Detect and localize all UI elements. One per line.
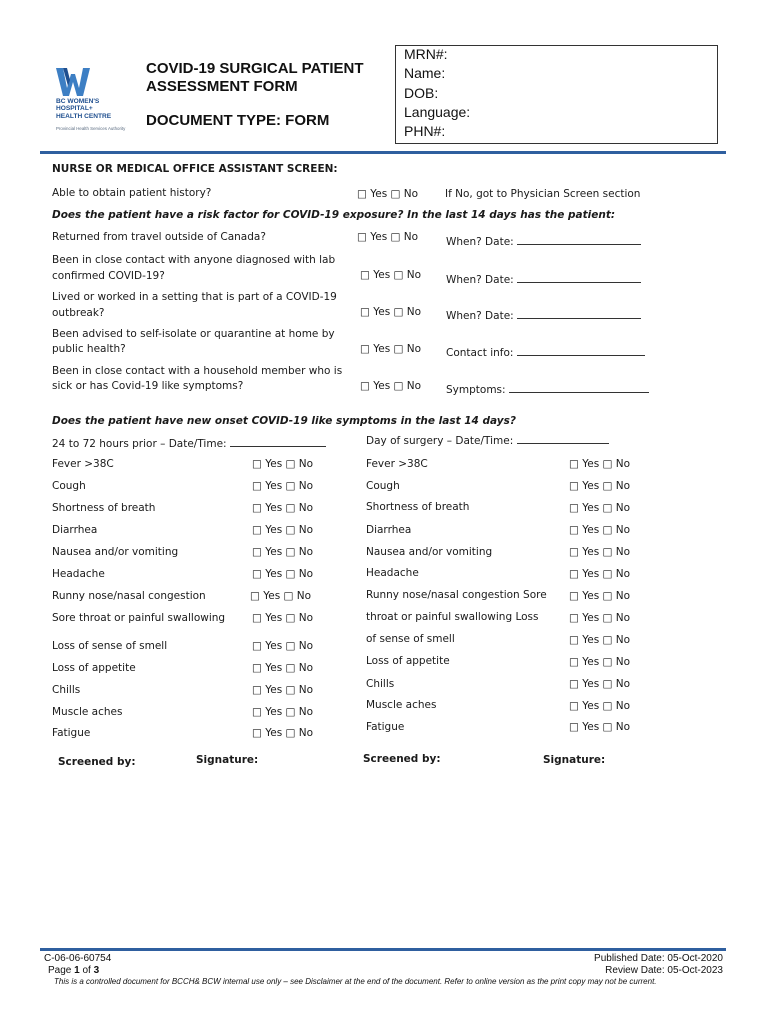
left-symptom-yes-no[interactable]: □ Yes □ No [252, 662, 314, 674]
left-datetime-blank[interactable] [230, 436, 326, 447]
right-symptom-label: of sense of smell [366, 633, 455, 645]
contact-blank[interactable] [517, 345, 645, 356]
risk-yes-no[interactable]: □ Yes □ No [360, 343, 422, 355]
left-symptom-label: Headache [52, 568, 105, 580]
right-datetime-blank[interactable] [517, 433, 609, 444]
right-signature[interactable]: Signature: [543, 754, 606, 766]
form-title-line-2: ASSESSMENT FORM [146, 78, 298, 95]
left-column-header [52, 436, 326, 450]
left-symptom-label: Shortness of breath [52, 502, 156, 514]
right-symptom-yes-no[interactable]: □ Yes □ No [569, 458, 631, 470]
dob-field[interactable]: DOB: [404, 85, 439, 101]
page-prefix: Page [48, 965, 75, 976]
right-symptom-yes-no[interactable]: □ Yes □ No [569, 656, 631, 668]
right-symptom-label: Cough [366, 480, 400, 492]
right-symptom-yes-no[interactable]: □ Yes □ No [569, 678, 631, 690]
risk-followup-label: Symptoms: [446, 384, 506, 396]
logo-subtitle: Provincial Health Services Authority [56, 126, 126, 131]
right-symptom-yes-no[interactable]: □ Yes □ No [569, 721, 631, 733]
right-header-label: Day of surgery – Date/Time: [366, 435, 514, 447]
risk-question-cont: sick or has Covid-19 like symptoms? [52, 380, 244, 392]
right-symptom-yes-no[interactable]: □ Yes □ No [569, 502, 631, 514]
nurse-screen-heading: NURSE OR MEDICAL OFFICE ASSISTANT SCREEN: [52, 163, 338, 175]
left-symptom-yes-no[interactable]: □ Yes □ No [252, 458, 314, 470]
risk-yes-no[interactable]: □ Yes □ No [360, 380, 422, 392]
left-signature[interactable]: Signature: [196, 754, 259, 766]
right-symptom-yes-no[interactable]: □ Yes □ No [569, 568, 631, 580]
left-symptom-yes-no[interactable]: □ Yes □ No [252, 524, 314, 536]
risk-followup [446, 345, 645, 359]
date-blank[interactable] [517, 272, 641, 283]
left-symptom-label: Loss of appetite [52, 662, 136, 674]
bcw-logo-mark-icon [56, 68, 90, 96]
left-symptom-label: Cough [52, 480, 86, 492]
risk-followup-label: Contact info: [446, 347, 514, 359]
right-symptom-yes-no[interactable]: □ Yes □ No [569, 634, 631, 646]
right-symptom-yes-no[interactable]: □ Yes □ No [569, 524, 631, 536]
right-symptom-label: Fever >38C [366, 458, 428, 470]
left-symptom-yes-no[interactable]: □ Yes □ No [252, 684, 314, 696]
symptoms-blank[interactable] [509, 382, 649, 393]
review-date: Review Date: 05-Oct-2023 [605, 965, 723, 976]
risk-followup [446, 308, 641, 322]
risk-followup [446, 382, 649, 396]
logo-line: HEALTH CENTRE [56, 112, 112, 120]
left-symptom-label: Chills [52, 684, 81, 696]
mrn-field[interactable]: MRN#: [404, 46, 448, 62]
right-symptom-label: Shortness of breath [366, 501, 470, 513]
risk-question-cont: outbreak? [52, 307, 105, 319]
history-question: Able to obtain patient history? [52, 187, 212, 199]
risk-followup-label: When? Date: [446, 274, 514, 286]
left-screened-by[interactable]: Screened by: [58, 756, 136, 768]
risk-followup [446, 272, 641, 286]
left-symptom-label: Fatigue [52, 727, 91, 739]
right-symptom-label: Headache [366, 567, 419, 579]
logo-wordmark [56, 98, 111, 120]
left-header-label: 24 to 72 hours prior – Date/Time: [52, 438, 227, 450]
page-total: 3 [93, 965, 100, 976]
right-symptom-label: Chills [366, 678, 395, 690]
risk-question: Been in close contact with anyone diagnosed with lab [52, 254, 336, 266]
published-date: Published Date: 05-Oct-2020 [594, 953, 723, 964]
left-symptom-yes-no[interactable]: □ Yes □ No [252, 480, 314, 492]
left-symptom-yes-no[interactable]: □ Yes □ No [252, 502, 314, 514]
right-column-header [366, 433, 609, 447]
history-yes-no[interactable]: □ Yes □ No [357, 188, 419, 200]
risk-followup [446, 234, 641, 248]
document-code: C-06-06-60754 [44, 953, 112, 964]
risk-heading: Does the patient have a risk factor for COVID-19 exposure? In the last 14 days has the patient: [52, 209, 616, 221]
right-symptom-label: throat or painful swallowing Loss [366, 611, 539, 623]
risk-question-cont: confirmed COVID-19? [52, 270, 165, 282]
risk-yes-no[interactable]: □ Yes □ No [360, 306, 422, 318]
left-symptom-yes-no[interactable]: □ Yes □ No [252, 568, 314, 580]
left-symptom-yes-no[interactable]: □ Yes □ No [252, 612, 314, 624]
right-symptom-label: Nausea and/or vomiting [366, 546, 493, 558]
form-title-line-1: COVID-19 SURGICAL PATIENT [146, 60, 364, 77]
logo-line: HOSPITAL+ [56, 105, 93, 113]
right-symptom-yes-no[interactable]: □ Yes □ No [569, 546, 631, 558]
risk-question: Been advised to self-isolate or quarantine at home by [52, 328, 335, 340]
right-symptom-yes-no[interactable]: □ Yes □ No [569, 590, 631, 602]
phn-field[interactable]: PHN#: [404, 123, 446, 139]
right-symptom-label: Loss of appetite [366, 655, 450, 667]
history-note: If No, got to Physician Screen section [445, 188, 641, 200]
left-symptom-yes-no[interactable]: □ Yes □ No [250, 590, 312, 602]
date-blank[interactable] [517, 308, 641, 319]
language-field[interactable]: Language: [404, 104, 471, 120]
document-type: DOCUMENT TYPE: FORM [146, 112, 330, 129]
page-indicator [48, 965, 99, 976]
footer-divider [40, 948, 726, 951]
page-of: of [79, 965, 94, 976]
risk-yes-no[interactable]: □ Yes □ No [357, 231, 419, 243]
left-symptom-yes-no[interactable]: □ Yes □ No [252, 640, 314, 652]
left-symptom-label: Sore throat or painful swallowing [52, 612, 226, 624]
right-symptom-label: Runny nose/nasal congestion Sore [366, 589, 547, 601]
left-symptom-label: Muscle aches [52, 706, 123, 718]
left-symptom-label: Loss of sense of smell [52, 640, 168, 652]
page-number: 1 [74, 965, 80, 976]
risk-question: Lived or worked in a setting that is part of a COVID-19 [52, 291, 337, 303]
left-symptom-label: Nausea and/or vomiting [52, 546, 179, 558]
date-blank[interactable] [517, 234, 641, 245]
left-symptom-label: Runny nose/nasal congestion [52, 590, 206, 602]
risk-question-cont: public health? [52, 343, 126, 355]
right-symptom-label: Diarrhea [366, 524, 412, 536]
risk-yes-no[interactable]: □ Yes □ No [360, 269, 422, 281]
risk-question: Been in close contact with a household member who is [52, 365, 343, 377]
name-field[interactable]: Name: [404, 65, 446, 81]
right-symptom-yes-no[interactable]: □ Yes □ No [569, 700, 631, 712]
right-symptom-yes-no[interactable]: □ Yes □ No [569, 480, 631, 492]
risk-followup-label: When? Date: [446, 236, 514, 248]
risk-followup-label: When? Date: [446, 310, 514, 322]
right-screened-by[interactable]: Screened by: [363, 753, 441, 765]
symptoms-heading: Does the patient have new onset COVID-19 like symptoms in the last 14 days? [52, 415, 516, 427]
right-symptom-yes-no[interactable]: □ Yes □ No [569, 612, 631, 624]
risk-question: Returned from travel outside of Canada? [52, 231, 266, 243]
controlled-document-note: This is a controlled document for BCCH& BCW internal use only – see Disclaimer at the end of the document. Refer to online version as the print copy may not be current. [54, 977, 657, 986]
left-symptom-yes-no[interactable]: □ Yes □ No [252, 727, 314, 739]
right-symptom-label: Muscle aches [366, 699, 437, 711]
hospital-logo [56, 68, 136, 132]
left-symptom-label: Fever >38C [52, 458, 114, 470]
left-symptom-label: Diarrhea [52, 524, 98, 536]
header-divider [40, 151, 726, 154]
right-symptom-label: Fatigue [366, 721, 405, 733]
logo-line: BC WOMEN'S [56, 98, 100, 105]
left-symptom-yes-no[interactable]: □ Yes □ No [252, 546, 314, 558]
left-symptom-yes-no[interactable]: □ Yes □ No [252, 706, 314, 718]
patient-id-box [395, 45, 718, 144]
